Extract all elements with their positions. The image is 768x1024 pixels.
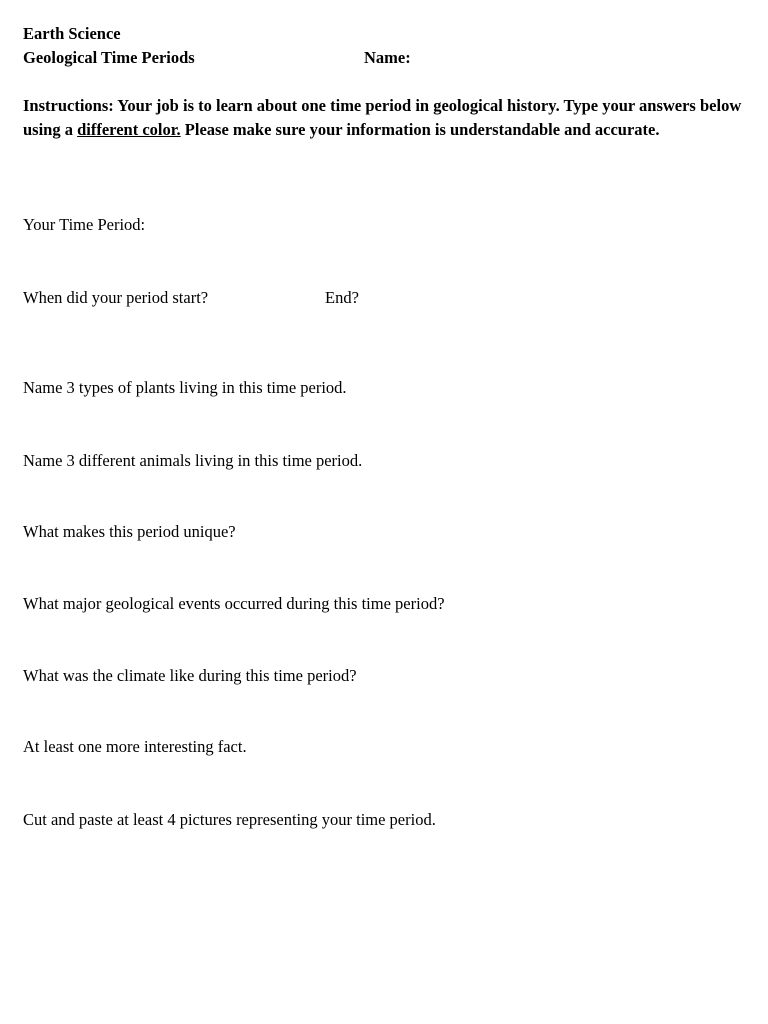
question-start-end-row [23, 286, 523, 310]
instructions-tail: Please make sure your information is understandable and accurate. [180, 120, 660, 139]
name-label: Name: [364, 48, 411, 67]
worksheet-page [23, 22, 748, 142]
question-interesting-fact: At least one more interesting fact. [23, 737, 247, 756]
instructions-emphasis: different color. [77, 120, 181, 139]
question-time-period: Your Time Period: [23, 215, 146, 234]
header-row [23, 46, 748, 70]
instructions-paragraph [23, 94, 748, 142]
question-start: When did your period start? [23, 288, 209, 307]
course-title: Earth Science [23, 24, 121, 43]
question-pictures: Cut and paste at least 4 pictures representing your time period. [23, 810, 436, 829]
question-end: End? [325, 288, 359, 307]
question-animals: Name 3 different animals living in this time period. [23, 451, 363, 470]
question-plants: Name 3 types of plants living in this time period. [23, 378, 347, 397]
question-geological-events: What major geological events occurred during this time period? [23, 594, 445, 613]
question-climate: What was the climate like during this time period? [23, 666, 357, 685]
question-unique: What makes this period unique? [23, 522, 236, 541]
instructions-lead: Instructions: Your job is to learn about one time period in geological history. Type your answers below using a [23, 96, 742, 139]
worksheet-title: Geological Time Periods [23, 48, 195, 67]
